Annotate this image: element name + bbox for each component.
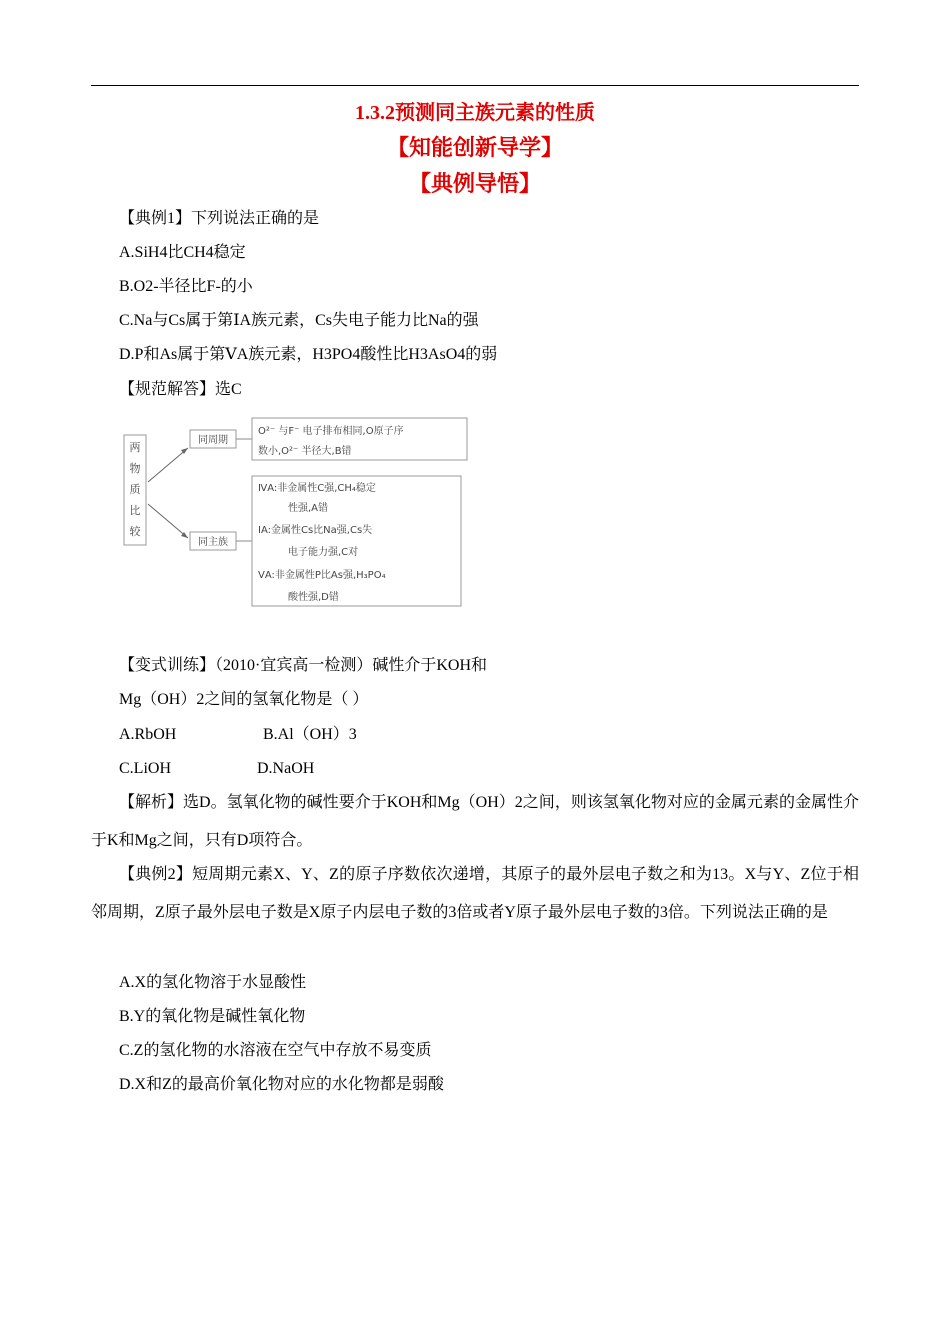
variant-option-b: B.Al（OH）3 [263, 726, 357, 743]
diagram-left-char: 比 [129, 504, 141, 517]
diagram-box2-line: 酸性强,D错 [288, 592, 339, 603]
diagram-branch1: 同周期 [198, 435, 228, 446]
example1-question: 【典例1】下列说法正确的是 [119, 210, 320, 227]
example2-option-d: D.X和Z的最高价氧化物对应的水化物都是弱酸 [119, 1076, 444, 1093]
page-title: 1.3.2预测同主族元素的性质 [355, 102, 595, 124]
variant-option-c: C.LiOH [119, 760, 171, 777]
example2-option-c: C.Z的氢化物的水溶液在空气中存放不易变质 [119, 1042, 432, 1059]
variant-option-d: D.NaOH [257, 760, 315, 777]
diagram-box2-line: ⅤA:非金属性P比As强,H₃PO₄ [258, 570, 386, 581]
example1-option-a: A.SiH4比CH4稳定 [119, 244, 246, 261]
diagram-box2 [252, 476, 461, 606]
example2-question: 【典例2】短周期元素X、Y、Z的原子序数依次递增，其原子的最外层电子数之和为13。X与Y、Z位于相邻周期，Z原子最外层电子数是X原子内层电子数的3倍或者Y原子最外层电子数的3倍。下列说法正确的是 [91, 866, 859, 921]
example1-option-d: D.P和As属于第ⅤA族元素，H3PO4酸性比H3AsO4的弱 [119, 346, 498, 363]
variant-question-line1: 【变式训练】（2010·宜宾高一检测）碱性介于KOH和 [119, 657, 487, 674]
diagram-box2-line: 电子能力强,C对 [288, 547, 359, 558]
diagram-box2-line: ⅠA:金属性Cs比Na强,Cs失 [258, 525, 373, 536]
diagram-box2-line: ⅣA:非金属性C强,CH₄稳定 [258, 483, 376, 494]
diagram-box1-line: 数小,O²⁻ 半径大,B错 [258, 446, 352, 457]
diagram-arrow-up [148, 448, 188, 482]
example1-option-b: B.O2-半径比F-的小 [119, 278, 253, 295]
example2-option-b: B.Y的氧化物是碱性氧化物 [119, 1008, 306, 1025]
variant-option-a: A.RbOH [119, 726, 177, 743]
section-heading: 【知能创新导学】 [386, 135, 563, 160]
variant-analysis: 【解析】选D。氢氧化物的碱性要介于KOH和Mg（OH）2之间，则该氢氧化物对应的金属元素的金属性介于K和Mg之间，只有D项符合。 [91, 794, 859, 849]
variant-question-line2: Mg（OH）2之间的氢氧化物是（ ） [119, 691, 369, 708]
diagram-left-char: 较 [129, 525, 141, 538]
diagram-box2-line: 性强,A错 [288, 503, 329, 514]
subsection-heading: 【典例导悟】 [408, 171, 541, 196]
header-rule [91, 85, 859, 86]
diagram-box1-line: O²⁻ 与F⁻ 电子排布相同,O原子序 [258, 426, 404, 437]
example1-answer: 【规范解答】选C [119, 381, 242, 398]
diagram-arrow-down [148, 504, 188, 538]
diagram-branch2: 同主族 [198, 537, 228, 548]
example2-option-a: A.X的氢化物溶于水显酸性 [119, 974, 307, 991]
diagram-left-char: 质 [129, 483, 141, 496]
example1-option-c: C.Na与Cs属于第ⅠA族元素，Cs失电子能力比Na的强 [119, 312, 479, 329]
comparison-diagram [118, 412, 478, 612]
diagram-left-char: 物 [129, 462, 141, 475]
diagram-left-char: 两 [129, 441, 141, 454]
